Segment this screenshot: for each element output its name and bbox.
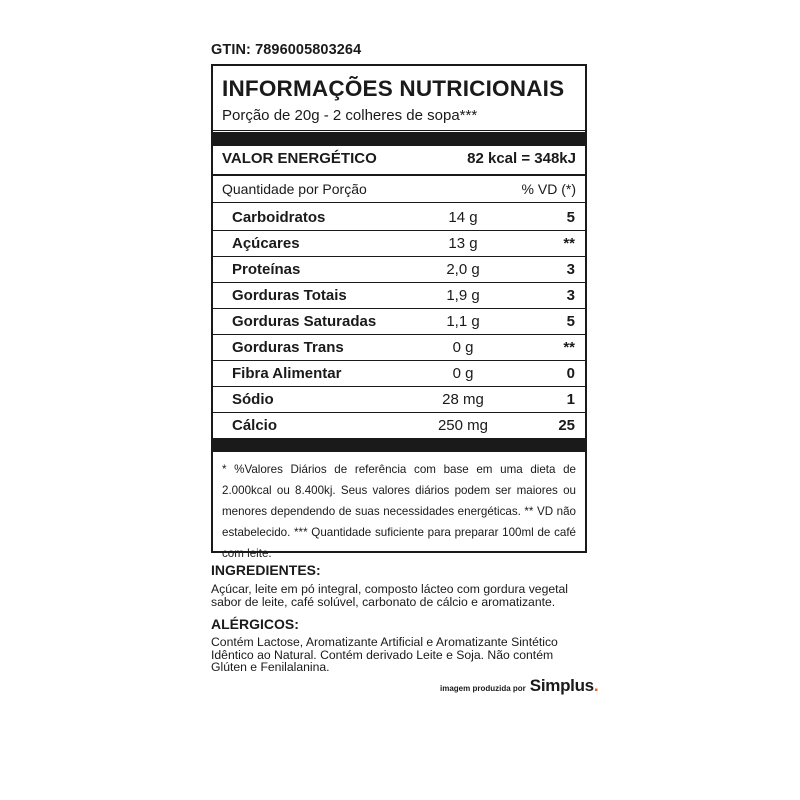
nutrient-vd: 3 — [566, 286, 575, 304]
nutrient-amount: 1,1 g — [446, 312, 480, 330]
nutrient-name: Gorduras Saturadas — [232, 312, 377, 330]
nutrient-row-fibra — [232, 360, 575, 386]
nutrient-amount: 250 mg — [437, 416, 489, 434]
energy-row — [222, 150, 576, 167]
nutrient-vd: 25 — [558, 416, 575, 434]
nutrient-amount: 13 g — [448, 234, 478, 252]
credit-prefix: imagem produzida por — [440, 684, 526, 693]
thick-divider-top — [213, 132, 585, 146]
vd-header: % VD (*) — [521, 181, 576, 197]
nutrient-amount: 0 g — [452, 364, 474, 382]
portion-divider — [213, 130, 585, 131]
nutrient-amount: 1,9 g — [446, 286, 480, 304]
nutrient-vd: 0 — [566, 364, 575, 382]
nutrient-name: Carboidratos — [232, 208, 326, 226]
nutrient-row-gorduras-saturadas — [232, 308, 575, 334]
nutrition-title: INFORMAÇÕES NUTRICIONAIS — [222, 76, 565, 101]
energy-label: VALOR ENERGÉTICO — [222, 150, 377, 167]
nutrient-vd: 5 — [566, 312, 575, 330]
nutrient-vd: ** — [563, 234, 575, 252]
nutrient-amount: 0 g — [452, 338, 474, 356]
nutrient-vd: 1 — [566, 390, 575, 408]
nutrient-amount: 28 mg — [442, 390, 484, 408]
nutrition-facts-panel — [211, 64, 587, 560]
nutrient-vd: ** — [563, 338, 575, 356]
nutrient-name: Cálcio — [232, 416, 278, 434]
nutrient-name: Gorduras Totais — [232, 286, 347, 304]
allergens-title: ALÉRGICOS: — [211, 616, 299, 632]
nutrient-vd: 3 — [566, 260, 575, 278]
nutrient-name: Sódio — [232, 390, 274, 408]
nutrient-name: Fibra Alimentar — [232, 364, 342, 382]
nutrient-name: Proteínas — [232, 260, 301, 278]
nutrient-row-calcio — [232, 412, 575, 438]
image-credit — [440, 676, 599, 696]
nutrient-amount: 2,0 g — [446, 260, 480, 278]
nutrient-row-carboidratos — [232, 204, 575, 230]
gtin-code: GTIN: 7896005803264 — [211, 42, 362, 58]
nutrient-row-gorduras-trans — [232, 334, 575, 360]
allergens-text: Contém Lactose, Aromatizante Artificial e Aromatizante Sintético Idêntico ao Natural. Contém derivado Leite e Soja. Não contém Glúten e Fenilalanina. — [211, 635, 558, 674]
nutrient-name: Gorduras Trans — [232, 338, 344, 356]
header-divider — [213, 202, 585, 203]
nutrient-row-proteinas — [232, 256, 575, 282]
ingredients-text: Açúcar, leite em pó integral, composto lácteo com gordura vegetal sabor de leite, café solúvel, carbonato de cálcio e aromatizante. — [211, 582, 569, 609]
nutrient-row-sodio — [232, 386, 575, 412]
portion-size: Porção de 20g - 2 colheres de sopa*** — [222, 107, 478, 124]
quantity-header: Quantidade por Porção — [222, 181, 367, 197]
energy-divider — [213, 174, 585, 176]
nutrition-footnote: * %Valores Diários de referência com base em uma dieta de 2.000kcal ou 8.400kj. Seus valores diários podem ser maiores ou menores dependendo de suas necessidades energéticas. ** VD não estabelecido. *** Quantidade suficiente para preparar 100ml de café com leite. — [222, 463, 576, 560]
simplus-logo-dot: . — [593, 676, 599, 695]
ingredients-title: INGREDIENTES: — [211, 562, 321, 578]
thick-divider-bottom — [213, 438, 585, 452]
simplus-logo: Simplus — [529, 676, 594, 695]
nutrient-row-gorduras-totais — [232, 282, 575, 308]
nutrient-name: Açúcares — [232, 234, 300, 252]
nutrient-amount: 14 g — [448, 208, 478, 226]
nutrient-vd: 5 — [566, 208, 575, 226]
energy-value: 82 kcal = 348kJ — [467, 150, 576, 167]
table-header — [222, 181, 576, 197]
nutrient-row-acucares — [232, 230, 575, 256]
